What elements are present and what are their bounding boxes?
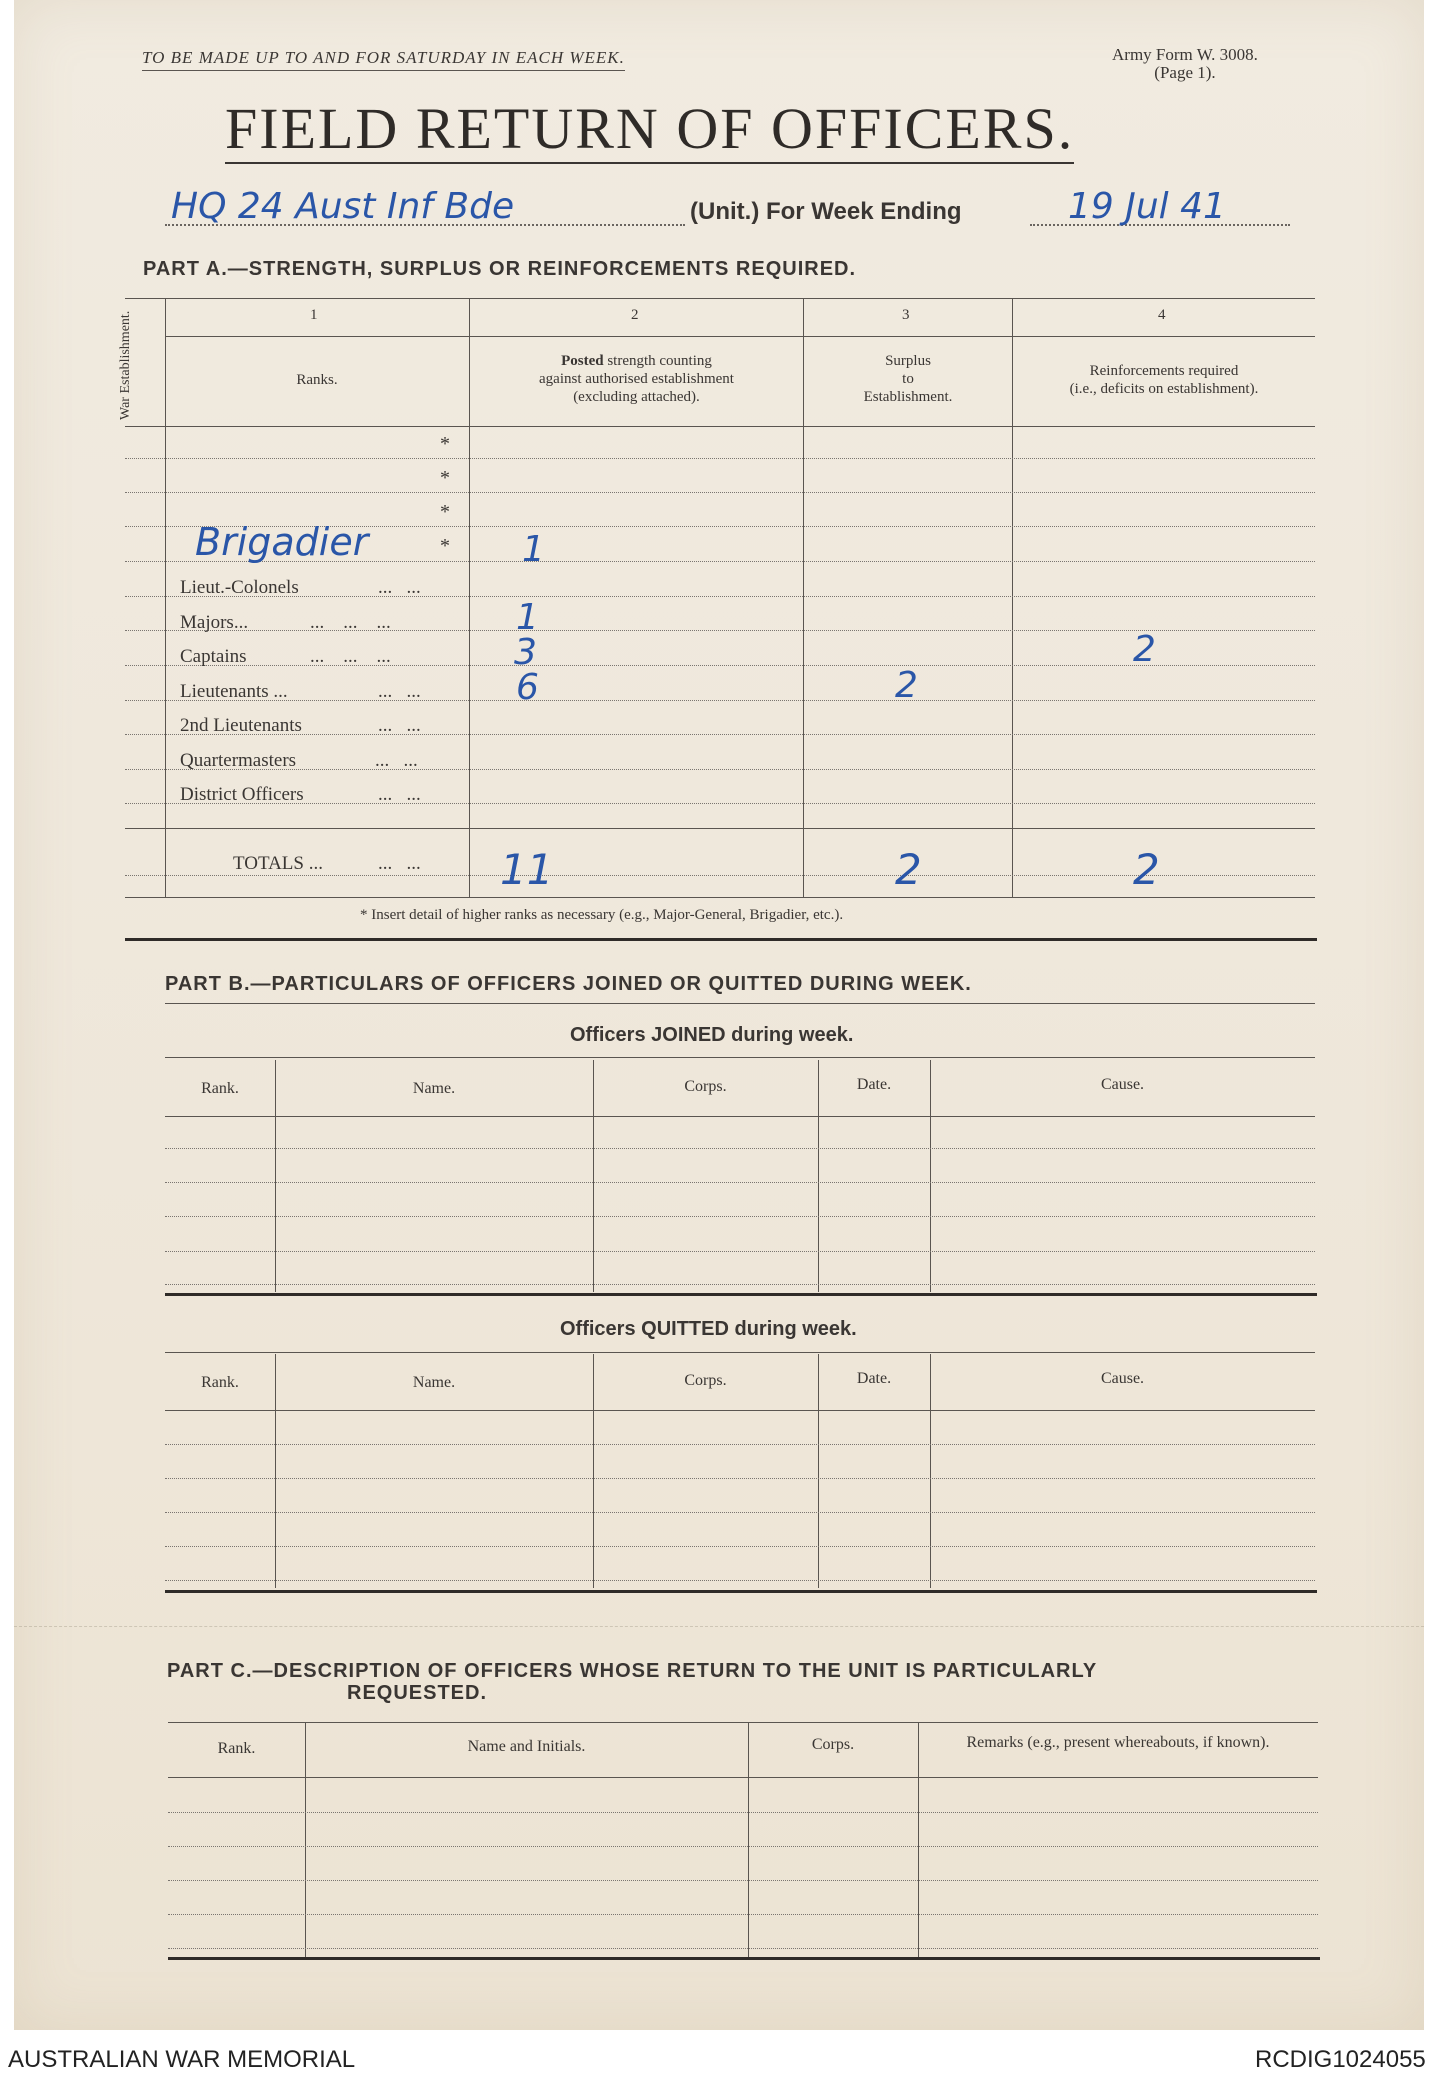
week-ending-handwritten: 19 Jul 41 [1068,186,1226,227]
totals-surplus-value: 2 [895,845,922,894]
joined-col-rank: Rank. [201,1080,239,1097]
reinf-line1: Reinforcements required [1089,363,1239,379]
header-instruction: TO BE MADE UP TO AND FOR SATURDAY IN EACH WEEK. [142,48,625,71]
rank-label: Lieutenants ... [180,681,288,702]
quitted-col-date: Date. [856,1370,892,1387]
rank-label: Quartermasters [180,750,297,771]
majors-posted-value: 1 [516,597,539,638]
totals-posted-value: 11 [500,845,554,894]
totals-reinforcements-value: 2 [1133,845,1160,894]
captains-reinforcements-value: 2 [1133,629,1156,670]
joined-col-corps: Corps. [684,1078,727,1095]
col-ranks-header: Ranks. [296,372,338,388]
totals-label: TOTALS ... [233,853,323,874]
unit-label: (Unit.) For Week Ending [690,198,962,225]
part-c-col-rank: Rank. [217,1740,256,1757]
unit-line [165,188,1290,228]
rank-label: District Officers [180,784,304,805]
posted-bold: Posted [561,353,604,369]
document-sheet [14,0,1424,2030]
rank-label: 2nd Lieutenants [180,715,302,736]
surplus-line3: Establishment. [863,389,953,405]
lieutenants-surplus-value: 2 [895,665,918,706]
form-page: (Page 1). [1154,63,1216,82]
rank-brigadier-handwritten: Brigadier [195,520,369,564]
quitted-col-name: Name. [412,1374,456,1391]
unit-handwritten: HQ 24 Aust Inf Bde [171,186,515,227]
joined-col-cause: Cause. [1100,1076,1145,1093]
posted-line3: (excluding attached). [573,389,700,405]
page-title: FIELD RETURN OF OFFICERS. [225,96,1074,164]
joined-col-date: Date. [856,1076,892,1093]
col-posted-header [470,352,803,406]
star-marker: * [440,535,450,557]
col-number-1: 1 [310,307,318,323]
part-c-col-corps: Corps. [811,1736,855,1753]
part-c-title-line2: REQUESTED. [347,1682,488,1704]
joined-col-name: Name. [412,1080,456,1097]
star-marker: * [440,467,450,489]
part-c-col-name: Name and Initials. [467,1738,586,1755]
form-id: Army Form W. 3008. [1112,45,1258,64]
part-c-col-remarks: Remarks (e.g., present whereabouts, if known). [966,1734,1270,1751]
rank-label: Lieut.-Colonels [180,577,299,598]
col-number-4: 4 [1158,307,1166,323]
part-a-title: PART A.—STRENGTH, SURPLUS OR REINFORCEMENTS REQUIRED. [143,258,857,280]
surplus-line2: to [902,371,914,387]
form-identifier [1112,46,1258,82]
rank-label: Majors... [180,612,249,633]
surplus-line1: Surplus [885,353,931,369]
posted-rest: strength counting [607,353,712,369]
rank-label: Captains [180,646,247,667]
quitted-col-cause: Cause. [1100,1370,1145,1387]
war-establishment-header: War Establishment. [118,310,133,420]
quitted-title: Officers QUITTED during week. [560,1318,857,1340]
quitted-col-corps: Corps. [684,1372,727,1389]
part-c-title [167,1660,1327,1704]
star-marker: * [440,433,450,455]
part-b-title: PART B.—PARTICULARS OF OFFICERS JOINED OR QUITTED DURING WEEK. [165,973,972,995]
col-reinforcements-header [1013,362,1315,398]
col-number-3: 3 [902,307,910,323]
part-a-footnote: * Insert detail of higher ranks as necessary (e.g., Major-General, Brigadier, etc.). [360,907,844,923]
footer-id: RCDIG1024055 [1255,2046,1426,2073]
col-surplus-header [804,352,1012,406]
joined-title: Officers JOINED during week. [570,1024,854,1046]
posted-line2: against authorised establishment [539,371,734,387]
star-marker: * [440,501,450,523]
footer-source: AUSTRALIAN WAR MEMORIAL [8,2046,356,2073]
quitted-col-rank: Rank. [201,1374,239,1391]
reinf-line2: (i.e., deficits on establishment). [1069,381,1259,397]
lieutenants-posted-value: 6 [516,667,539,708]
brigadier-posted-value: 1 [522,529,545,570]
col-number-2: 2 [631,307,639,323]
fold-crease [14,1626,1424,1629]
captains-posted-value: 3 [514,632,537,673]
part-c-title-line1: PART C.—DESCRIPTION OF OFFICERS WHOSE RETURN TO THE UNIT IS PARTICULARLY [167,1660,1098,1682]
